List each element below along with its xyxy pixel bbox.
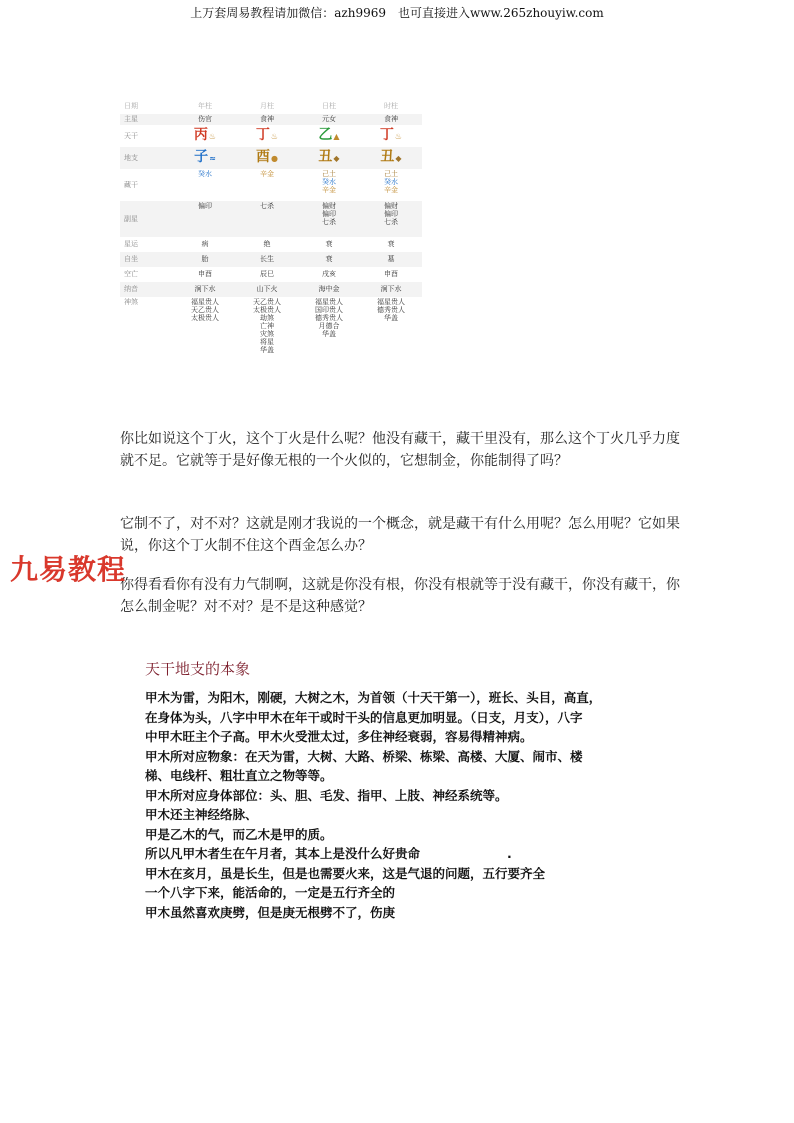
sub-star: 偏印 bbox=[322, 210, 336, 218]
shensha-item: 灾煞 bbox=[260, 330, 274, 338]
cell: 衰 bbox=[387, 240, 395, 248]
cell bbox=[236, 125, 298, 147]
row-xingyun bbox=[120, 237, 422, 252]
cell: 食神 bbox=[236, 114, 298, 125]
shensha-item: 月德合 bbox=[318, 322, 340, 330]
section-line: 中甲木旺主个子高。甲木火受泄太过，多住神经衰弱，容易得精神病。 bbox=[145, 729, 533, 744]
row-kongwang bbox=[120, 267, 422, 282]
cell: 涧下水 bbox=[174, 282, 236, 297]
body-paragraph: 你得看看你有没有力气制啊，这就是你没有根，你没有根就等于没有藏干，你没有藏干，你怎么制金呢？对不对？是不是这种感觉？ bbox=[120, 577, 680, 615]
stem-char: 丙 bbox=[193, 126, 208, 143]
cell: 伤官 bbox=[174, 114, 236, 125]
cell bbox=[298, 169, 360, 201]
cell bbox=[360, 125, 422, 147]
sub-star: 偏财 bbox=[384, 202, 398, 210]
earth-icon: ◆ bbox=[333, 153, 340, 163]
cell bbox=[298, 125, 360, 147]
row-label: 地支 bbox=[120, 147, 174, 169]
branch-char: 子 bbox=[194, 148, 209, 165]
row-label: 主星 bbox=[120, 114, 174, 125]
row-dizhi bbox=[120, 147, 422, 169]
cell bbox=[174, 169, 236, 201]
page-header: 上万套周易教程请加微信：azh9969 也可直接进入www.265zhouyiw.com bbox=[190, 6, 604, 20]
row-tiangan bbox=[120, 125, 422, 147]
hidden-stem: 辛金 bbox=[384, 186, 398, 194]
cell bbox=[298, 297, 360, 355]
cell: 衰 bbox=[298, 252, 360, 267]
cell bbox=[360, 169, 422, 201]
branch-char: 酉 bbox=[256, 148, 270, 165]
cell bbox=[174, 201, 236, 237]
cell: 病 bbox=[201, 240, 209, 248]
cell bbox=[236, 169, 298, 201]
cell: 山下火 bbox=[236, 282, 298, 297]
row-shensha bbox=[120, 297, 422, 355]
cell: 辰巳 bbox=[260, 270, 274, 278]
shensha-item: 福星贵人 bbox=[315, 298, 343, 306]
cell bbox=[236, 201, 298, 237]
shensha-item: 太极贵人 bbox=[253, 306, 281, 314]
sub-star: 偏印 bbox=[198, 202, 212, 210]
cell bbox=[174, 125, 236, 147]
cell: 申酉 bbox=[198, 270, 212, 278]
cell: 涧下水 bbox=[360, 282, 422, 297]
water-icon: ≈ bbox=[209, 153, 216, 163]
cell: 衰 bbox=[325, 240, 333, 248]
cell bbox=[236, 297, 298, 355]
section-line: 甲木在亥月，虽是长生，但是也需要火来，这是气退的问题，五行要齐全 bbox=[145, 865, 546, 881]
cell bbox=[298, 147, 360, 169]
branch-char: 丑 bbox=[318, 148, 333, 165]
cell bbox=[360, 297, 422, 355]
cell bbox=[174, 297, 236, 355]
row-fuxing bbox=[120, 201, 422, 237]
cell bbox=[360, 201, 422, 237]
shensha-item: 德秀贵人 bbox=[315, 314, 343, 322]
cell bbox=[360, 147, 422, 169]
row-label: 副星 bbox=[120, 201, 174, 237]
shensha-item: 将星 bbox=[260, 338, 274, 346]
section-line: 所以凡甲木者生在午月者，其本上是没什么好贵命 . bbox=[145, 846, 512, 861]
shensha-item: 福星贵人 bbox=[377, 298, 405, 306]
sub-star: 七杀 bbox=[260, 202, 274, 210]
sub-star: 偏财 bbox=[322, 202, 336, 210]
shensha-item: 德秀贵人 bbox=[377, 306, 405, 314]
col-header: 日期 bbox=[124, 101, 138, 110]
hidden-stem: 辛金 bbox=[260, 170, 274, 178]
shensha-item: 劫煞 bbox=[260, 314, 274, 322]
shensha-item: 亡神 bbox=[260, 322, 274, 330]
cell bbox=[174, 147, 236, 169]
hidden-stem: 癸水 bbox=[198, 170, 212, 178]
shensha-item: 国印贵人 bbox=[315, 306, 343, 314]
cell: 长生 bbox=[236, 252, 298, 267]
watermark-logo: 九易教程 bbox=[10, 553, 127, 586]
row-label: 纳音 bbox=[120, 282, 174, 297]
row-canggan bbox=[120, 169, 422, 201]
section-line: 甲木所对应物象：在天为雷，大树、大路、桥梁、栋梁、高楼、大厦、闹市、楼 bbox=[145, 748, 583, 764]
bazi-chart bbox=[120, 98, 422, 398]
hidden-stem: 己土 bbox=[322, 170, 336, 178]
bazi-table bbox=[120, 98, 422, 355]
cell: 食神 bbox=[360, 114, 422, 125]
shensha-item: 华盖 bbox=[260, 346, 274, 354]
stem-char: 丁 bbox=[379, 126, 394, 143]
section-line: 甲木为雷，为阳木，刚硬，大树之木，为首领（十天干第一），班长、头目，高直， bbox=[145, 690, 602, 705]
cell bbox=[236, 147, 298, 169]
flame-icon: ♨ bbox=[394, 131, 403, 141]
flame-icon: ♨ bbox=[270, 131, 279, 141]
col-header: 时柱 bbox=[384, 101, 398, 110]
sub-star: 七杀 bbox=[322, 218, 336, 226]
shensha-item: 华盖 bbox=[384, 314, 398, 322]
body-paragraph: 它制不了，对不对？这就是刚才我说的一个概念，就是藏干有什么用呢？怎么用呢？它如果说，你这个丁火制不住这个酉金怎么办？ bbox=[120, 516, 680, 554]
section-line: 一个八字下来，能活命的，一定是五行齐全的 bbox=[145, 885, 396, 900]
row-label: 神煞 bbox=[124, 298, 138, 306]
branch-char: 丑 bbox=[380, 148, 395, 165]
cell: 海中金 bbox=[298, 282, 360, 297]
section-line: 梯、电线杆、粗壮直立之物等等。 bbox=[145, 768, 333, 783]
sub-star: 七杀 bbox=[384, 218, 398, 226]
section-line: 甲木虽然喜欢庚劈，但是庚无根劈不了，伤庚 bbox=[145, 904, 396, 920]
section-title: 天干地支的本象 bbox=[145, 660, 251, 678]
shensha-item: 华盖 bbox=[322, 330, 336, 338]
row-zhuxing bbox=[120, 114, 422, 125]
earth-icon: ◆ bbox=[395, 153, 402, 163]
row-label: 藏干 bbox=[124, 180, 138, 189]
stem-char: 丁 bbox=[255, 126, 270, 143]
col-header: 月柱 bbox=[260, 101, 274, 110]
section-line: 在身体为头，八字中甲木在年干或时干头的信息更加明显。（日支，月支），八字 bbox=[145, 709, 583, 725]
col-header: 日柱 bbox=[322, 101, 336, 110]
row-label: 星运 bbox=[124, 240, 138, 248]
shensha-item: 福星贵人 bbox=[191, 298, 219, 306]
cell: 元女 bbox=[298, 114, 360, 125]
cell: 绝 bbox=[263, 240, 271, 248]
row-nayin bbox=[120, 282, 422, 297]
row-zizuo bbox=[120, 252, 422, 267]
hidden-stem: 癸水 bbox=[322, 178, 336, 186]
col-header: 年柱 bbox=[198, 101, 212, 110]
row-label: 空亡 bbox=[124, 270, 138, 278]
hidden-stem: 癸水 bbox=[384, 178, 398, 186]
cell: 申酉 bbox=[384, 270, 398, 278]
flame-icon: ▲ bbox=[333, 131, 340, 141]
hidden-stem: 辛金 bbox=[322, 186, 336, 194]
section-line: 甲木所对应身体部位：头、胆、毛发、指甲、上肢、神经系统等。 bbox=[145, 787, 508, 803]
cell: 戌亥 bbox=[322, 270, 336, 278]
section-body bbox=[145, 688, 645, 922]
stem-char: 乙 bbox=[318, 126, 333, 143]
hidden-stem: 己土 bbox=[384, 170, 398, 178]
row-label: 自坐 bbox=[120, 252, 174, 267]
chart-header-row bbox=[120, 98, 422, 114]
shensha-item: 天乙贵人 bbox=[191, 306, 219, 314]
shensha-item: 天乙贵人 bbox=[253, 298, 281, 306]
section-line: 甲是乙木的气，而乙木是甲的质。 bbox=[145, 826, 333, 842]
section-line: 甲木还主神经络脉、 bbox=[145, 807, 258, 822]
cell: 胎 bbox=[174, 252, 236, 267]
sub-star: 偏印 bbox=[384, 210, 398, 218]
flame-icon: ♨ bbox=[208, 131, 217, 141]
row-label: 天干 bbox=[124, 131, 138, 140]
body-paragraph: 你比如说这个丁火，这个丁火是什么呢？他没有藏干，藏干里没有，那么这个丁火几乎力度就不足。它就等于是好像无根的一个火似的，它想制金，你能制得了吗？ bbox=[120, 431, 680, 469]
earth-icon: ● bbox=[271, 153, 278, 163]
cell bbox=[298, 201, 360, 237]
cell: 墓 bbox=[360, 252, 422, 267]
shensha-item: 太极贵人 bbox=[191, 314, 219, 322]
